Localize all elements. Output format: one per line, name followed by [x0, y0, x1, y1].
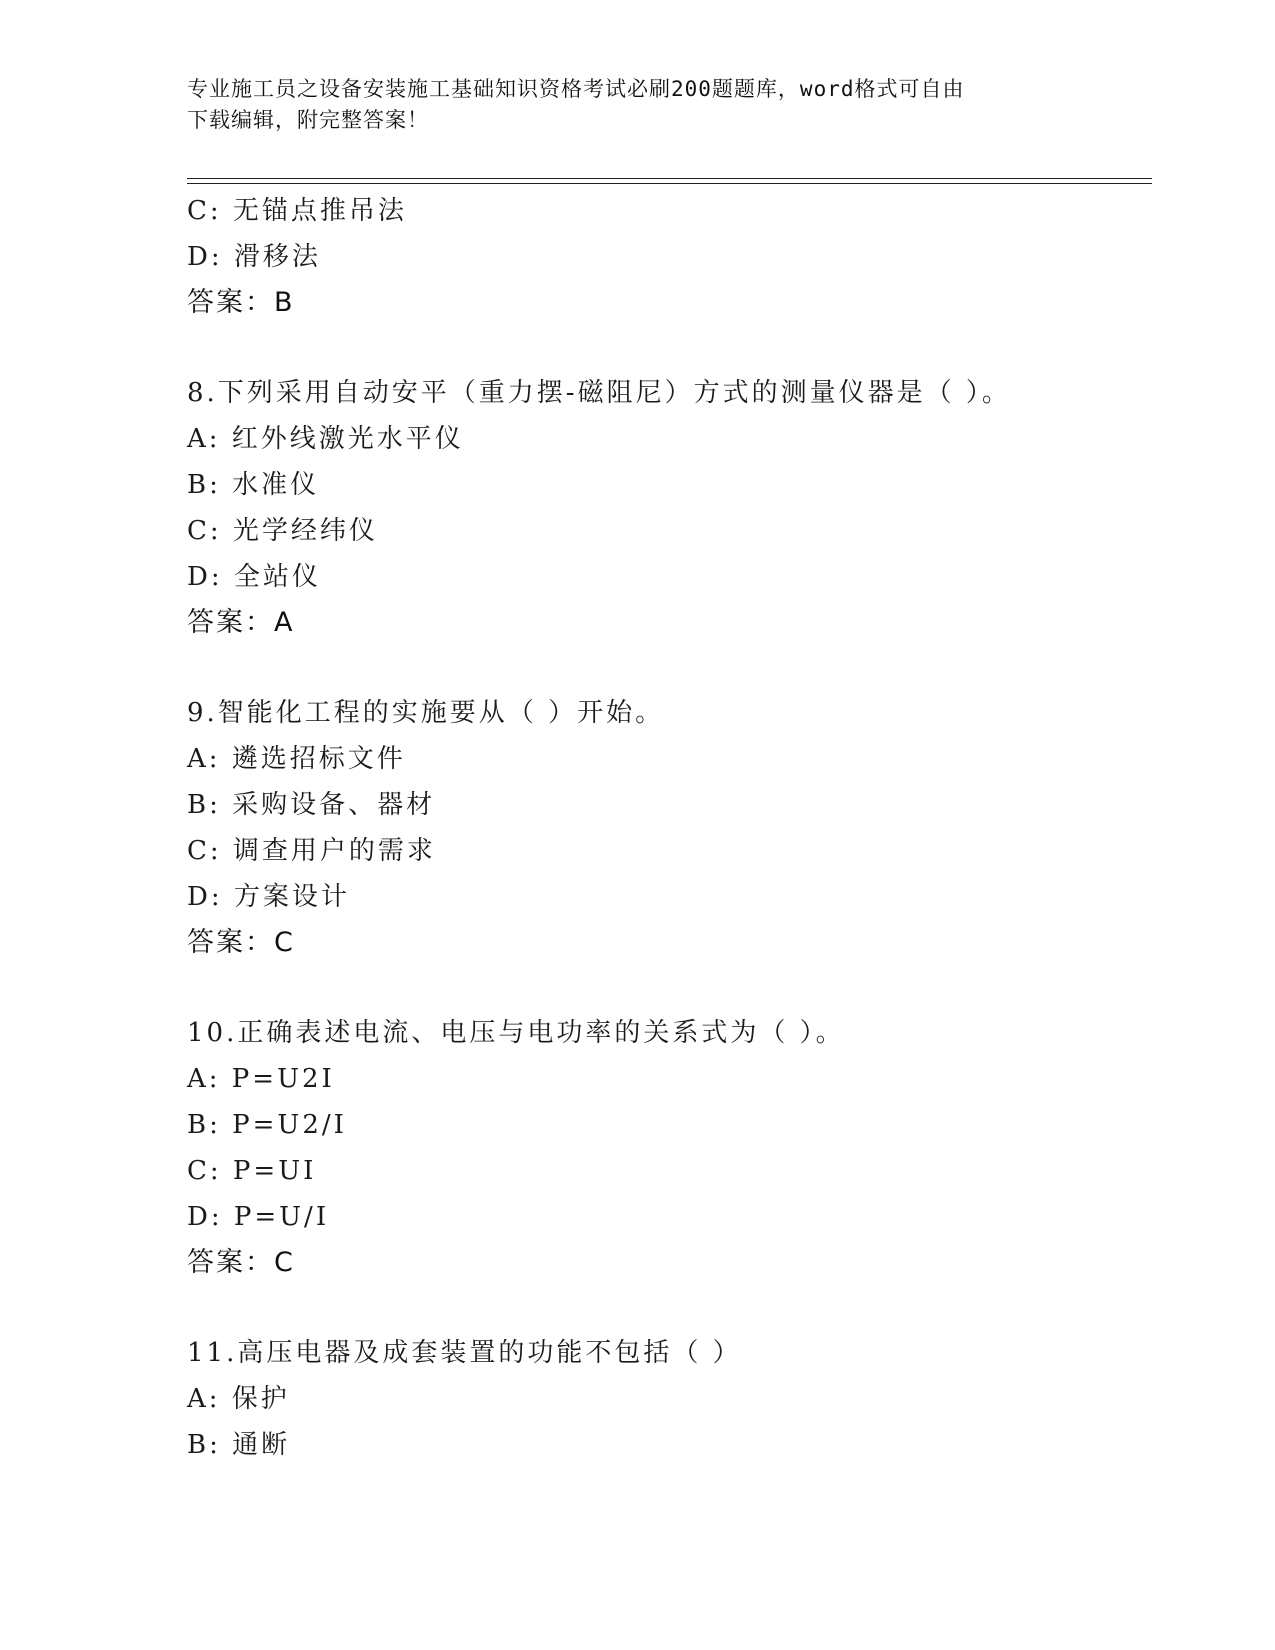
option-d: D: P=U/I [187, 1202, 330, 1232]
question-stem: 8.下列采用自动安平（重力摆-磁阻尼）方式的测量仪器是（ ）。 [187, 378, 1011, 408]
answer-line: 答案：B [187, 287, 295, 318]
option-b: B: 采购设备、器材 [187, 790, 436, 820]
spacer [187, 1286, 1152, 1330]
spacer [187, 326, 1152, 370]
option-a: A: 保护 [187, 1384, 290, 1414]
answer-line: 答案：A [187, 607, 295, 638]
option-a: A: 红外线激光水平仪 [187, 424, 464, 454]
header-line-2: 下载编辑，附完整答案！ [187, 108, 429, 132]
option-b: B: P=U2/I [187, 1110, 347, 1140]
header-divider-top [187, 178, 1152, 179]
option-a: A: P=U2I [187, 1064, 335, 1094]
option-c: C: 无锚点推吊法 [187, 196, 407, 226]
option-b: B: 通断 [187, 1430, 291, 1460]
question-stem: 11.高压电器及成套装置的功能不包括（ ） [187, 1338, 742, 1368]
question-7-continued [187, 188, 1152, 326]
option-d: D: 滑移法 [187, 242, 321, 272]
option-c: C: 光学经纬仪 [187, 516, 378, 546]
spacer [187, 646, 1152, 690]
header-line-1: 专业施工员之设备安装施工基础知识资格考试必刷200题题库，word格式可自由 [187, 77, 965, 101]
option-a: A: 遴选招标文件 [187, 744, 406, 774]
question-10 [187, 1010, 1152, 1286]
spacer [187, 966, 1152, 1010]
header-divider-bottom [187, 183, 1152, 184]
answer-line: 答案：C [187, 927, 295, 958]
question-list [187, 188, 1152, 1468]
question-stem: 10.正确表述电流、电压与电功率的关系式为（ ）。 [187, 1018, 845, 1048]
question-9 [187, 690, 1152, 966]
answer-line: 答案：C [187, 1247, 295, 1278]
option-d: D: 方案设计 [187, 882, 350, 912]
question-8 [187, 370, 1152, 646]
option-d: D: 全站仪 [187, 562, 321, 592]
question-stem: 9.智能化工程的实施要从（ ）开始。 [187, 698, 665, 728]
document-header [187, 74, 1087, 136]
option-b: B: 水准仪 [187, 470, 320, 500]
question-11 [187, 1330, 1152, 1468]
option-c: C: 调查用户的需求 [187, 836, 436, 866]
option-c: C: P=UI [187, 1156, 317, 1186]
